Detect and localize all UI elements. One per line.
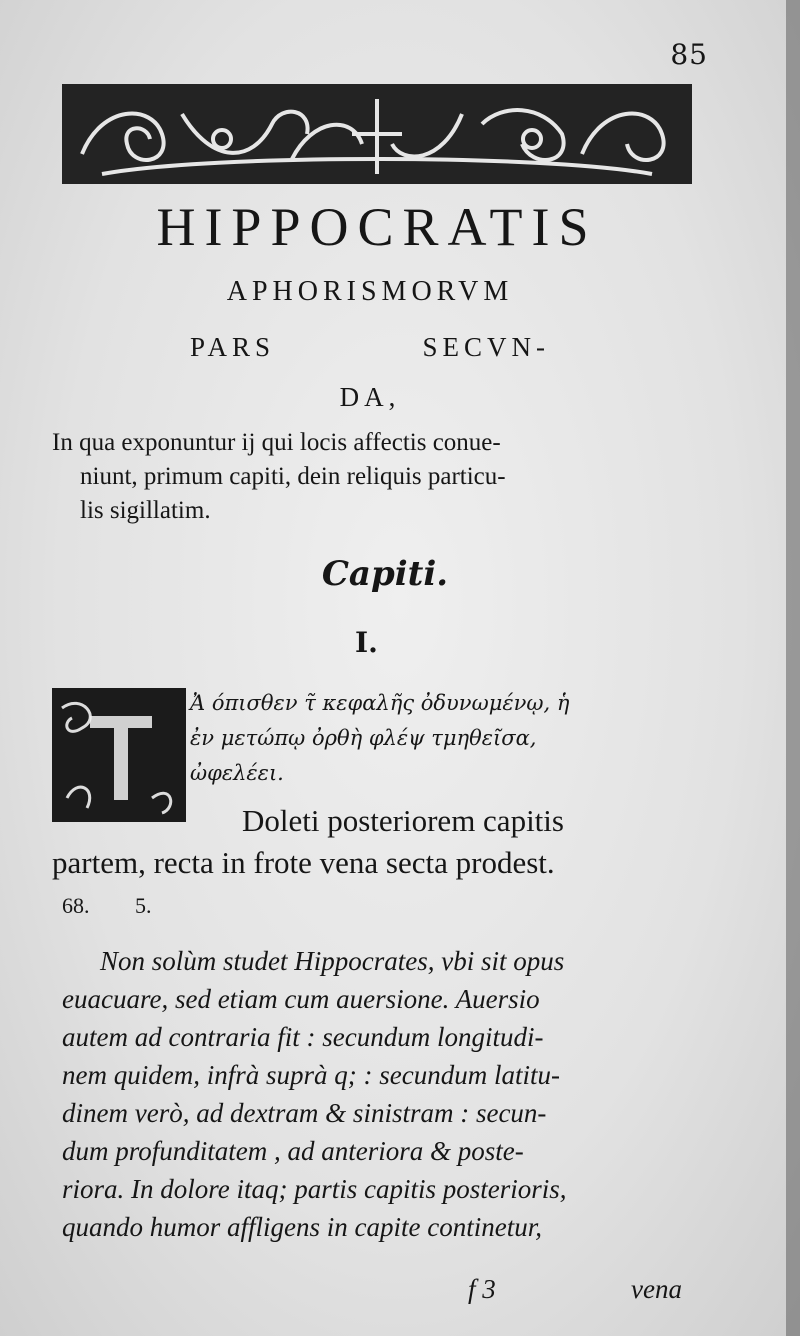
reference-number: 68.: [62, 893, 90, 918]
commentary-line: quando humor affligens in capite continetur,: [62, 1212, 542, 1242]
intro-line: lis sigillatim.: [80, 497, 211, 524]
latin-line: Doleti posteriorem capitis: [242, 803, 564, 838]
ornamental-headpiece: [62, 84, 692, 184]
commentary-line: dum profunditatem , ad anteriora & poste-: [62, 1136, 524, 1166]
page-number: 85: [670, 38, 708, 71]
page-edge-shadow: [786, 0, 800, 1336]
title-part-continuation: DA,: [339, 382, 401, 412]
latin-aphorism: [52, 800, 702, 884]
commentary-line: autem ad contraria fit : secundum longitudi-: [62, 1022, 544, 1052]
commentary-line: euacuare, sed etiam cum auersione. Auersio: [62, 984, 540, 1014]
title-main: HIPPOCRATIS: [156, 197, 598, 257]
catchword: vena: [631, 1274, 682, 1304]
commentary: [62, 942, 702, 1246]
cross-reference: [62, 893, 192, 919]
reference-number: 5.: [135, 893, 152, 918]
intro-line: niunt, primum capiti, dein reliquis particu-: [80, 463, 506, 490]
commentary-line: Non solùm studet Hippocrates, vbi sit opus: [100, 946, 565, 976]
greek-line: ἐν μετώπῳ ὀρθὴ φλέψ τμηθεῖσα,: [190, 726, 537, 750]
latin-line: partem, recta in frote vena secta prodest.: [52, 845, 555, 880]
commentary-line: dinem verò, ad dextram & sinistram : secun-: [62, 1098, 547, 1128]
title-part: [190, 332, 550, 363]
commentary-line: nem quidem, infrà suprà q; : secundum latitu-: [62, 1060, 560, 1090]
commentary-line: riora. In dolore itaq; partis capitis posterioris,: [62, 1174, 567, 1204]
greek-line: Ἀ όπισθεν τ̃ κεφαλῆς ὀδυνωμένῳ, ἡ: [190, 691, 570, 715]
intro-line: In qua exponuntur ij qui locis affectis conue-: [52, 429, 501, 456]
title-part-word: PARS: [190, 332, 276, 362]
title-part-word: SECVN-: [422, 332, 550, 362]
intro-paragraph: [52, 426, 692, 528]
chapter-heading: Capiti.: [321, 554, 449, 594]
aphorism-number: I.: [355, 626, 378, 659]
signature-mark: f 3: [468, 1274, 496, 1304]
greek-line: ὠφελέει.: [190, 761, 284, 785]
title-sub: APHORISMORVM: [226, 276, 514, 307]
greek-aphorism: [190, 686, 700, 791]
